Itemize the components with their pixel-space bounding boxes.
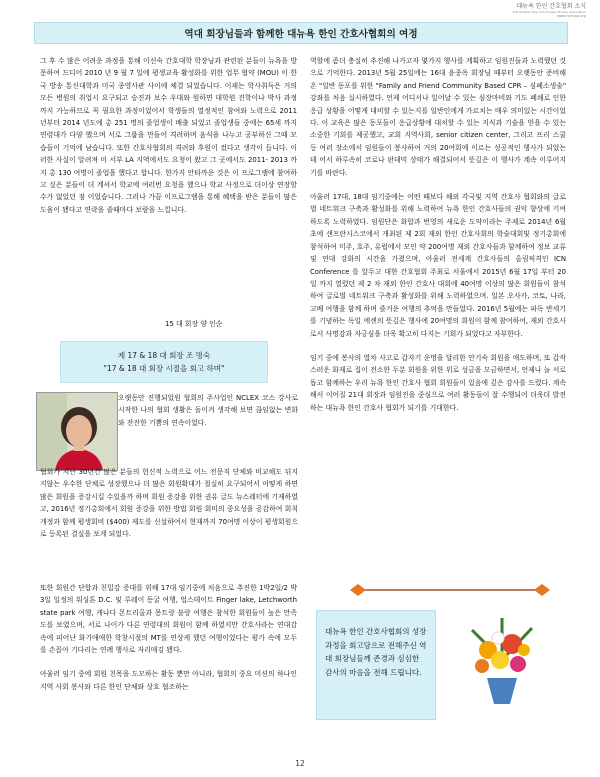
portrait-illustration <box>37 393 117 470</box>
appreciation-callout: 대뉴욕 한인 간호사협회의 성장 과정을 회고담으로 전해주신 역대 회장님들께 존경과 심심한 감사의 마음을 전해 드립니다. <box>316 610 436 720</box>
flower <box>492 632 504 644</box>
intro-paragraph: 오랫동안 진행되었원 협회의 주사업인 NCLEX 코스 강사로 시작한 나의 협회 생활은 돌이켜 생각해 보면 끊임없는 변화와 잔잔한 기쁨의 연속이었다. <box>118 394 298 427</box>
left-column-bottom <box>40 582 297 693</box>
left-bottom-paragraph-2: 아울러 임기 중에 회원 친목을 도모하는 활동 뿐만 아니라, 협회의 중요 미션의 하나인 지역 사회 봉사와 다른 한인 단체와 상호 협조하는 <box>40 670 297 691</box>
right-paragraph-3: 임기 중에 봉사의 열차 사고로 갑자기 운명을 달리한 안기숙 회원을 애도하며, 또 갑작스러운 화재로 집이 전소한 두분 회원을 위한 위로 성금을 모금하면서, 언제나 늘 서로 돕고 함께하는 우리 뉴욕 한인 간호사 협회 회원들이 있음에 깊은 감사를 드렸다. 계속해서 이어질 21대 회장과 임원진을 중심으로 여러 활동들이 잘 수행되어 더욱더 발전하는 대뉴욕 한인 간호사 협회가 되기를 기대한다. <box>310 353 566 412</box>
member-paragraph: 협회가 지난 30년간 많은 분들의 헌신적 노력으로 어느 전문직 단체와 비교해도 뒤지지않는 우수한 단체로 성장했으나 더 많은 회원확대가 절실히 요구되어서 어떻게 하면 많은 회원을 증강시킬 수있을까 하며 회원 증강을 위한 권유 글도 뉴스레터에 기재하였고, 2016년 정기총회에서 회원 증강을 위한 방법 회원 회비의 중요성을 공감하여 회칙 개정과 함께 평생회비 ($400) 제도를 신설하여서 현재까지 70여명 이상이 평생회원으로 등록된 결실을 보게 되었다. <box>40 468 298 539</box>
subtitle-line1: 제 17 & 18 대 회장 조 명숙 <box>117 351 211 360</box>
signature: 15 대 회장 양 인순 <box>165 320 223 328</box>
right-column <box>310 55 566 414</box>
right-paragraph-2: 아울러 17대, 18대 임기중에는 어떤 때보다 해외 각국및 지역 간호사 협회와의 글로벌 네트워크 구축과 활성화를 위해 노력하여 뉴욕 한인 간호사들의 권익 향상에 기여하도록 노력하였다. 임원단은 화합과 번영의 새로운 도약이라는 주제로 2014년 6월초에 샌프란시스코에서 개최된 제 2회 재외 한인 간호사회의 학술대회및 정기총회에 참석하여 미주, 호주, 유럽에서 모인 약 200여명 재외 간호사들과 함께하여 정보 교류및 연대 강화의 시간을 가졌으며, 아울러 전세계 간호사들의 올림픽격인 ICN Conference 를 앞두고 대한 간호협회 주최로 서울에서 2015년 6월 17일 부터 20일 까지 열렸던 제 2 차 재외 한인 간호사 대회에 40여명 이상의 많은 회원들이 참석하여 글로벌 네트워크 구축과 활성화를 위해 노력하였으며. 일본 오사카, 코토, 나라, 고베 여행을 함께 하며 즐거운 여행의 추억을 만들었다. 2016년 5월에는 파독 반세기를 기념하는 독일 에센의 뜻깊은 행사에 20여명의 회원이 함께 참여하여, 재외 간호사로서 사명감과 자긍심을 더욱 확고히 다지는 기회가 되었다고 자부한다. <box>310 193 566 338</box>
left-column-top <box>40 55 297 216</box>
header-subtitle: The Greater New York Korean Nurses Association <box>512 10 586 14</box>
main-title: 역대 회장님들과 함께한 대뉴욕 한인 간호사협회의 여정 <box>34 22 568 44</box>
header-title: 대뉴욕 한인 간호협회 소식 <box>516 3 586 10</box>
left-top-paragraph: 그 후 수 많은 어려운 과정을 통해 이선숙 간호대학 학장님과 관련된 분들이 뉴욕을 방문하여 드디어 2010 년 9 월 7 일에 평생교육 활성화를 위한 업무 협약 (MOU) 이 한국 방송 통신대학과 미국 종영사관 사이에 체결 되었습니다. 이제는 학사취득은 거의 모든 병원의 취업시 요구되고 승진과 보수 우대와 원하면 대학원 진학이나 박사 과정까지 가능하므로 꼭 필요한 과정이었어서 학생들의 열정적인 참여와 노력으로 2011 년부터 2014 년도에 총 251 명의 졸업생이 배출 되었고 졸업생들 중에는 65세 까지 연령대가 다양 했으며 서로 그룹을 만들어 격려하며 음식을 나누고 공부하신 그때 모습들이 기억에 남습니다. 또한 간호사협회의 격려와 후원이 컸다고 생각이 듭니다. 이러한 사실이 알려져 미 서부 LA 지역에서도 요청이 왔고 그 곳에서도 2011- 2013 까지 총 130 여명이 졸업을 했다고 합니다. 한가지 안타까운 것은 이 프로그램에 참여하고 싶은 분들이 더 계셔서 학교에 여러번 요청을 했으나 학교 사정으로 더이상 연장할 수가 없었던 점 이었습니다. 그러나 가끔 이프로그램을 통해 혜택을 받은 분들이 많은 도움이 됐다고 연락을 줄때마다 보람을 느낍니다. <box>40 57 297 214</box>
page-number: 12 <box>295 759 305 768</box>
flower <box>475 659 489 673</box>
vase <box>487 678 517 704</box>
header-website: www.nyknaa.org <box>556 14 586 18</box>
flower <box>518 644 530 656</box>
subtitle-line2: "17 & 18 대 회장 시절을 회고 하며" <box>103 364 225 373</box>
bouquet-image <box>452 600 552 710</box>
left-bottom-paragraph-1: 또한 회원간 단합과 친밀감 증대를 위해 17대 임기중에 처음으로 추진한 1박2일/2 박 3일 일정의 워싱톤 D.C. 및 루레이 동굴 여행, 업스테이트 Finger lake, Letchworth state park 여행, 캐나다 몬트리올과 몽트랑 블랑 여행은 참석한 회원들이 높은 만족도를 보였으며, 서로 나이가 다른 연령대의 회원이 함께 하였지만 간호사라는 연대감속에 피어난 화기애애한 학창시절의 MT를 연상케 했던 여행이었다는 평가 속에 모두를 손꼽아 기다리는 연례 행사로 자리매김 됐다. <box>40 584 297 655</box>
decorative-divider <box>340 583 560 597</box>
right-paragraph-1: 역할에 좀더 충실히 추진해 나가고자 몇가지 행사를 계획하고 임원진들과 노력했던 것으로 기억한다. 2013년 5월 25일에는 16대 윤종옥 회장님 때부터 오랫동안 준비해온 "일반 동포를 위한 "Family and Friend Community Based CPR – 심폐소생술" 강좌를 처음 실시하였다. 언제 어디서나 일어날 수 있는 심장마비와 기도 폐쇄로 인한 응급 상황을 어떻게 대비할 수 있는지를 일반인에게 가르치는 매우 의미있는 시간이었다. 이 교육은 많은 동포들이 응급상황에 대처할 수 있는 지식과 기술을 얻을 수 있는 소중한 기회를 제공했고, 교회 지역사회, senior citizen center, 그리고 프리 스쿨 등 여러 장소에서 임원들이 봉사하여 거의 20여회에 이르는 성공적인 행사가 되었는데 어서 하루속히 코로나 판데믹 상태가 해결되어서 뜻깊은 이 행사가 계속 이루어지기를 바란다. <box>310 57 566 177</box>
flower <box>510 656 526 672</box>
subtitle-banner <box>60 341 268 383</box>
flower <box>491 651 509 669</box>
diamond-icon <box>350 584 366 596</box>
portrait-photo <box>36 392 118 471</box>
diamond-icon <box>534 584 550 596</box>
page-header <box>513 4 586 19</box>
